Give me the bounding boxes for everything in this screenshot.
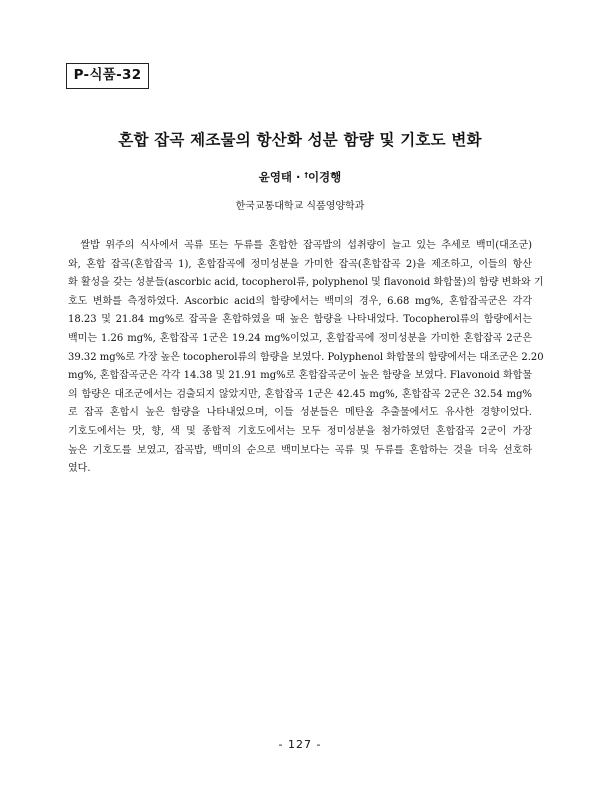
paper-title: 혼합 잡곡 제조물의 항산화 성분 함량 및 기호도 변화 [118,131,482,149]
author-second: 이경행 [307,170,342,184]
session-code-box [66,63,149,89]
abstract-line: 기호도에서는 맛, 향, 색 및 종합적 기호도에서는 모두 정미성분을 첨가하였던 혼합잡곡 2군이 가장 [68,425,532,437]
abstract-line: 였다. [68,463,91,475]
abstract-body [68,237,544,479]
abstract-line: 화 활성을 갖는 성분들(ascorbic acid, tocopherol류, polyphenol 및 flavonoid 화합물)의 함량 변화와 기 [68,277,544,289]
abstract-line: 높은 기호도를 보였고, 잡곡밥, 백미의 순으로 백미보다는 곡류 및 두류를 혼합하는 것을 더욱 선호하 [68,444,532,456]
abstract-line: 39.32 mg%로 가장 높은 tocopherol류의 함량을 보였다. Polyphenol 화합물의 함량에서는 대조군은 2.20 [68,351,544,363]
abstract-line: 의 함량은 대조군에서는 검출되지 않았지만, 혼합잡곡 1군은 42.45 mg%, 혼합잡곡 2군은 32.54 mg% [68,388,532,400]
abstract-line: 와, 혼합 잡곡(혼합잡곡 1), 혼합잡곡에 정미성분을 가미한 잡곡(혼합잡곡 2)을 제조하고, 이들의 항산 [68,258,532,270]
affiliation: 한국교통대학교 식품영양학과 [235,201,365,212]
abstract-line: 쌀밥 위주의 식사에서 곡류 또는 두류를 혼합한 잡곡밥의 섭취량이 늘고 있는 추세로 백미(대조군) [68,240,532,251]
abstract-line: 로 잡곡 혼합시 높은 함량을 나타내었으며, 이들 성분들은 메탄올 추출물에서도 유사한 경향이었다. [68,407,532,419]
corresponding-mark: † [304,171,308,179]
abstract-line: 호도 변화를 측정하였다. Ascorbic acid의 함량에서는 백미의 경우, 6.68 mg%, 혼합잡곡군은 각각 [68,295,532,307]
author-line [0,169,600,185]
author-first: 윤영태 [258,170,293,184]
abstract-line: 백미는 1.26 mg%, 혼합잡곡 1군은 19.24 mg%이었고, 혼합잡곡에 정미성분을 가미한 혼합잡곡 2군은 [68,332,532,344]
abstract-line: mg%, 혼합잡곡군은 각각 14.38 및 21.91 mg%로 혼합잡곡군이 높은 함량을 보였다. Flavonoid 화합물 [68,370,532,382]
page-number: - 127 - [278,738,322,751]
author-separator: · [292,170,305,184]
session-code: P-식품-32 [73,67,142,83]
abstract-line: 18.23 및 21.84 mg%로 잡곡을 혼합하였을 때 높은 함량을 나타내었다. Tocopherol류의 함량에서는 [68,314,532,326]
